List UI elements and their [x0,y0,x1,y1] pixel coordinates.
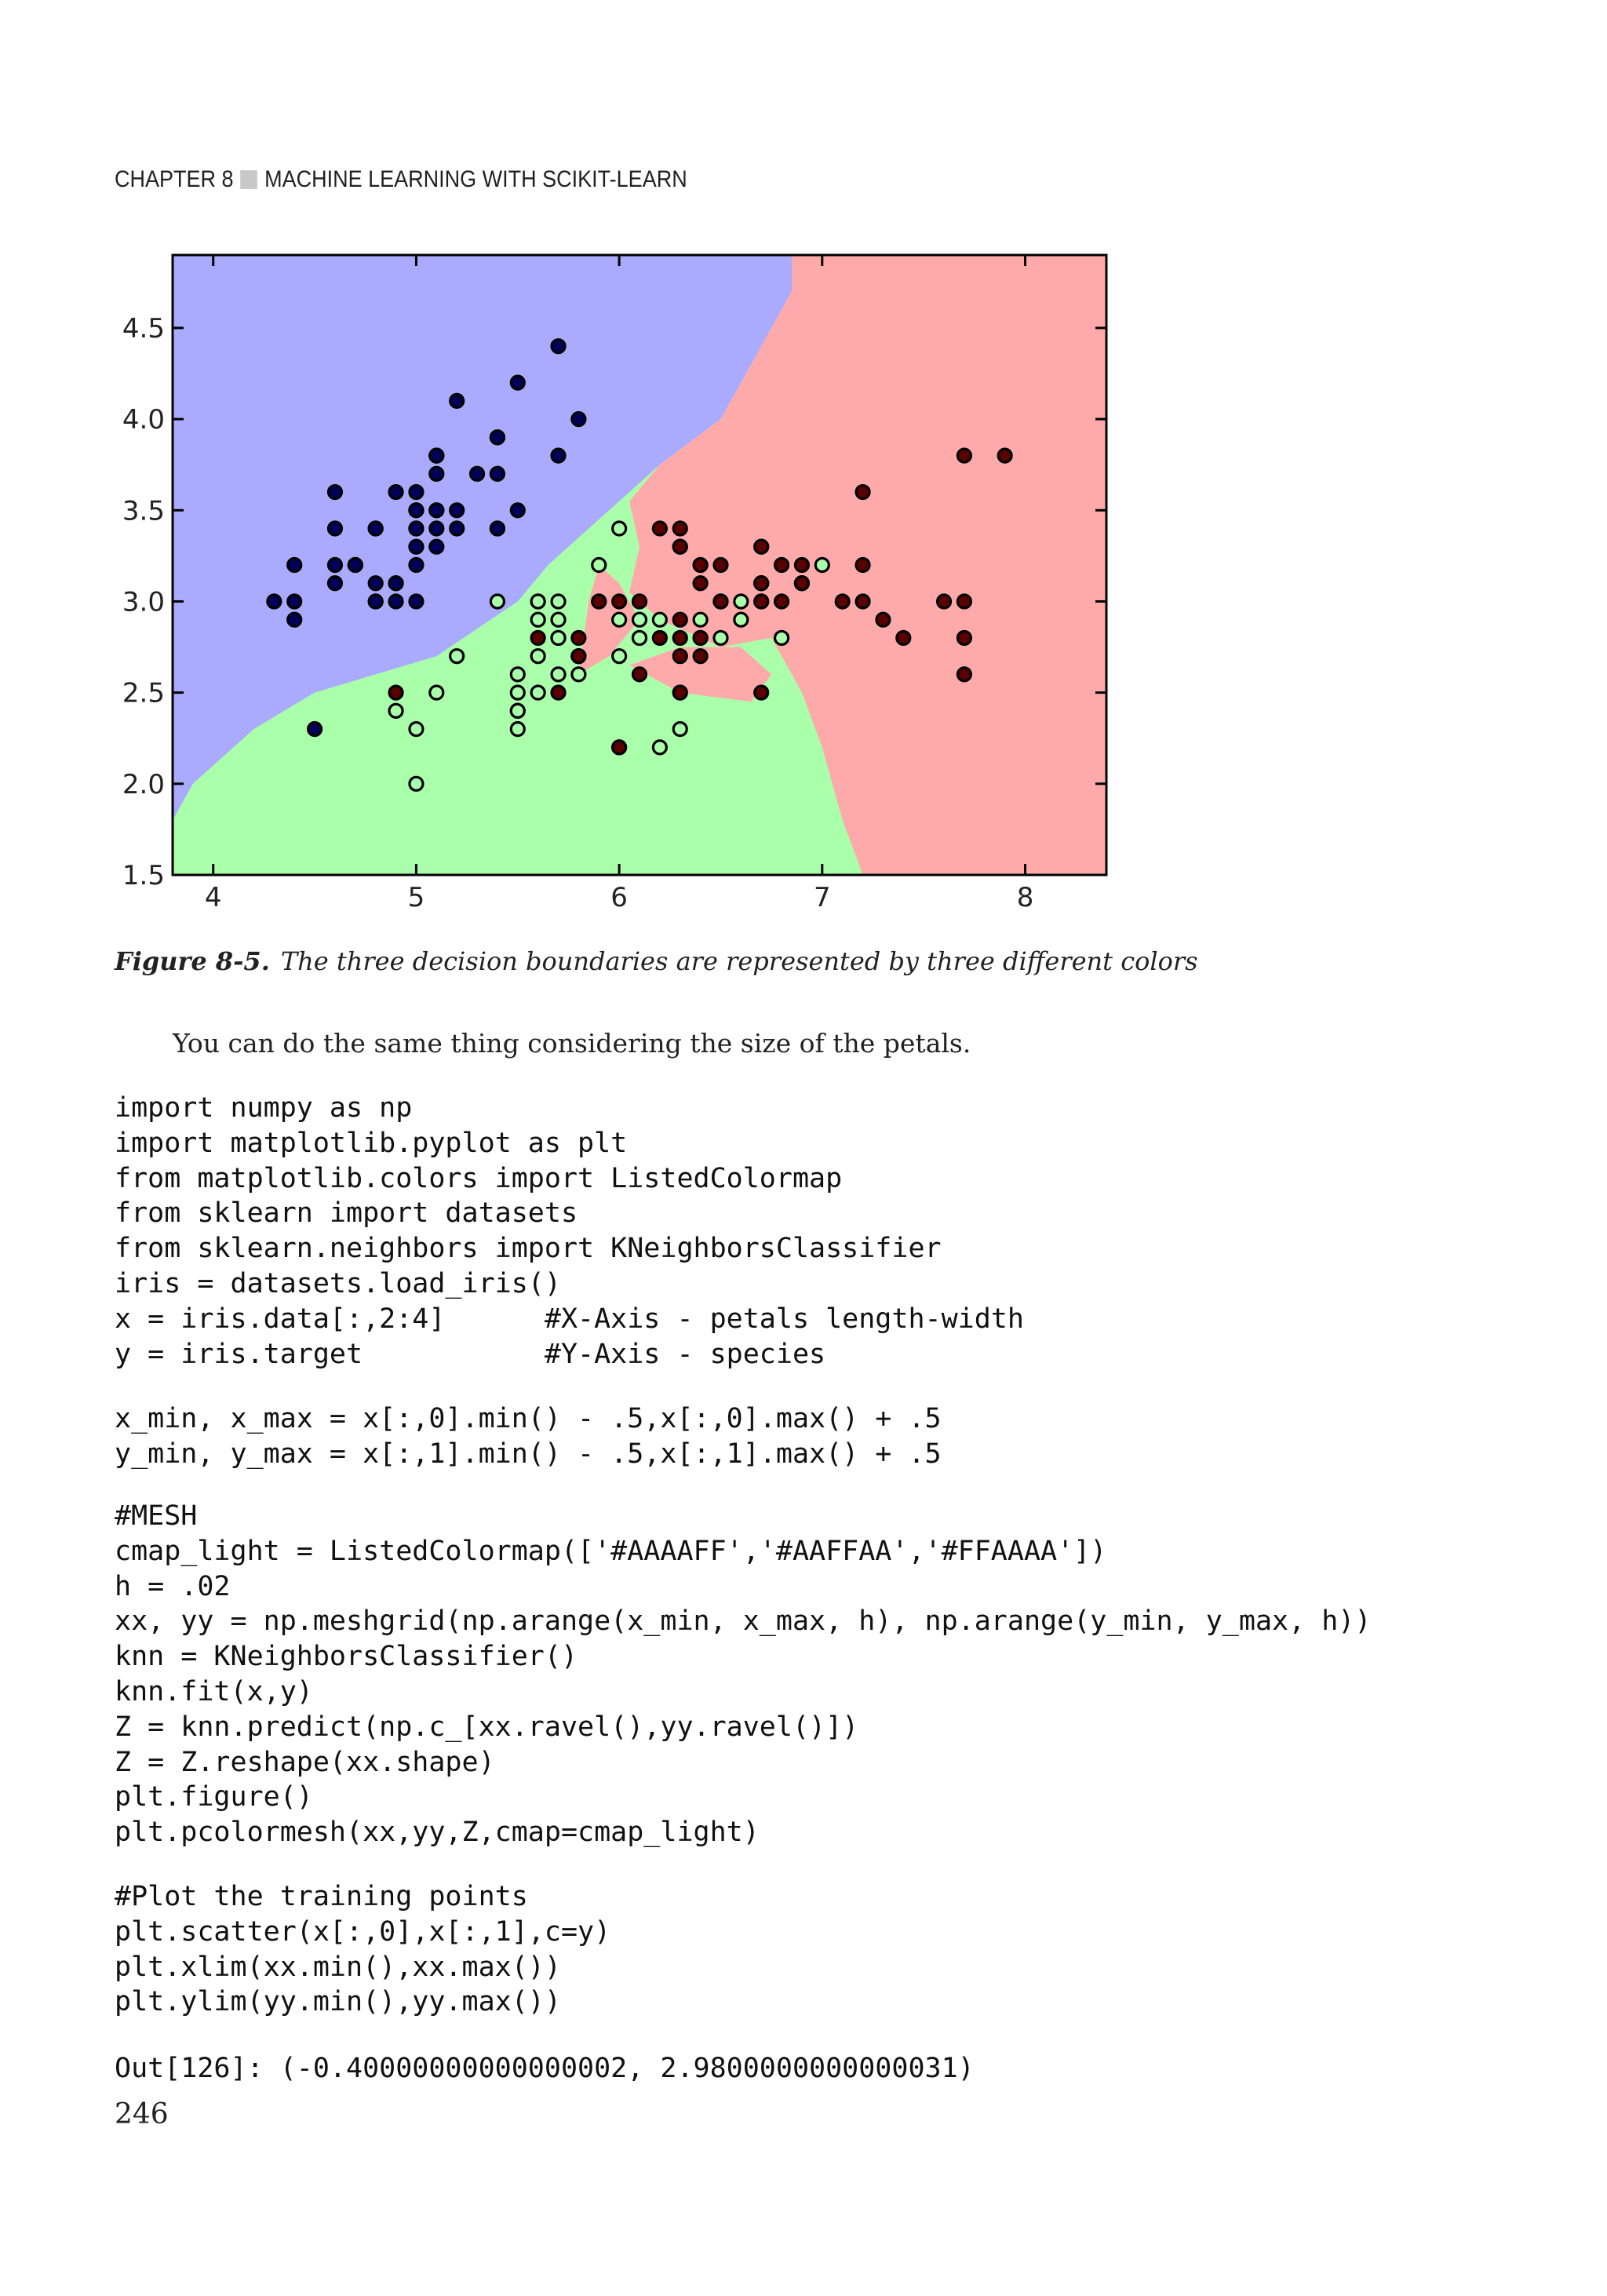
data-point-class-1 [815,559,829,572]
data-point-class-1 [511,686,524,699]
data-point-class-2 [673,686,687,699]
data-point-class-2 [957,449,971,462]
data-point-class-1 [633,631,647,644]
code-block-output: Out[126]: (-0.40000000000000002, 2.9800000000000031) [115,2053,975,2084]
data-point-class-1 [389,704,403,717]
data-point-class-0 [308,723,322,736]
data-point-class-0 [430,504,443,517]
data-point-class-2 [957,668,971,681]
data-point-class-0 [348,559,362,572]
data-point-class-2 [694,631,707,644]
data-point-class-0 [511,376,524,389]
data-point-class-2 [633,668,647,681]
data-point-class-2 [673,631,687,644]
chapter-title: MACHINE LEARNING WITH SCIKIT-LEARN [264,166,687,192]
data-point-class-2 [755,595,768,608]
data-point-class-1 [592,559,606,572]
data-point-class-2 [755,577,768,590]
data-point-class-2 [775,595,789,608]
data-point-class-0 [490,467,504,480]
data-point-class-0 [511,504,524,517]
data-point-class-1 [613,613,626,626]
data-point-class-2 [775,559,789,572]
y-tick-label: 2.5 [122,677,165,709]
code-block-bounds: x_min, x_max = x[:,0].min() - .5,x[:,0].max() + .5 y_min, y_max = x[:,1].min() - .5,x[:,1].max() + .5 [115,1403,942,1470]
data-point-class-0 [430,540,443,553]
data-point-class-0 [572,413,585,426]
data-point-class-0 [389,486,403,499]
data-point-class-0 [410,486,423,499]
data-point-class-1 [511,723,524,736]
data-point-class-2 [694,577,707,590]
data-point-class-0 [328,486,341,499]
data-point-class-0 [389,595,403,608]
data-point-class-0 [552,449,565,462]
data-point-class-0 [430,522,443,535]
data-point-class-0 [450,394,464,407]
data-point-class-1 [653,741,666,754]
data-point-class-2 [389,686,403,699]
figure-caption-text: The three decision boundaries are represented by three different colors [280,946,1198,976]
data-point-class-1 [734,595,748,608]
data-point-class-0 [552,340,565,353]
data-point-class-1 [531,595,545,608]
data-point-class-0 [410,504,423,517]
data-point-class-0 [410,559,423,572]
running-header [115,166,687,193]
data-point-class-0 [430,449,443,462]
x-tick-label: 8 [1016,882,1034,913]
data-point-class-0 [328,577,341,590]
data-point-class-1 [613,522,626,535]
data-point-class-2 [673,540,687,553]
data-point-class-1 [410,777,423,790]
data-point-class-0 [288,559,301,572]
decision-boundary-chart [110,243,1122,934]
data-point-class-0 [450,522,464,535]
data-point-class-1 [714,631,727,644]
data-point-class-2 [856,486,869,499]
data-point-class-0 [450,504,464,517]
data-point-class-2 [795,559,808,572]
data-point-class-2 [836,595,849,608]
data-point-class-1 [673,723,687,736]
data-point-class-1 [490,595,504,608]
data-point-class-1 [552,668,565,681]
data-point-class-2 [633,595,647,608]
data-point-class-1 [511,704,524,717]
code-block-mesh: #MESH cmap_light = ListedColormap(['#AAAAFF','#AAFFAA','#FFAAAA']) h = .02 xx, yy = np.meshgrid(np.arange(x_min, x_max, h), np.arange(y_min, y_max, h)) knn = KNeighborsClassifier() knn.fit(x,y) Z = knn.predict(np.c_[xx.ravel(),yy.ravel()]) Z = Z.reshape(xx.shape) plt.figure() plt.pcolormesh(xx,yy,Z,cmap=cmap_light) [115,1500,1372,1849]
data-point-class-2 [998,449,1011,462]
data-point-class-0 [471,467,484,480]
header-separator-square [241,170,258,189]
data-point-class-0 [369,595,382,608]
data-point-class-0 [410,540,423,553]
data-point-class-1 [775,631,789,644]
data-point-class-0 [410,522,423,535]
data-point-class-2 [897,631,910,644]
data-point-class-2 [856,559,869,572]
data-point-class-2 [957,595,971,608]
y-tick-label: 4.5 [122,312,165,344]
page-number: 246 [115,2098,169,2130]
data-point-class-2 [592,595,606,608]
y-tick-label: 2.0 [122,768,165,800]
data-point-class-2 [673,522,687,535]
data-point-class-1 [511,668,524,681]
data-point-class-1 [552,613,565,626]
data-point-class-0 [490,522,504,535]
data-point-class-2 [714,559,727,572]
data-point-class-2 [531,631,545,644]
data-point-class-2 [673,613,687,626]
data-point-class-2 [755,686,768,699]
data-point-class-1 [531,650,545,663]
data-point-class-1 [572,668,585,681]
data-point-class-2 [673,650,687,663]
data-point-class-1 [410,723,423,736]
data-point-class-1 [694,613,707,626]
code-block-plot: #Plot the training points plt.scatter(x[:,0],x[:,1],c=y) plt.xlim(xx.min(),xx.max()) plt.ylim(yy.min(),yy.max()) [115,1881,611,2018]
data-point-class-0 [369,522,382,535]
y-tick-label: 3.0 [122,586,165,618]
figure-label: Figure 8-5. [115,946,270,976]
data-point-class-0 [369,577,382,590]
y-tick-label: 4.0 [122,404,165,436]
data-point-class-1 [531,686,545,699]
x-tick-label: 7 [814,882,831,913]
data-point-class-2 [694,559,707,572]
data-point-class-1 [531,613,545,626]
data-point-class-1 [430,686,443,699]
data-point-class-0 [410,595,423,608]
data-point-class-1 [653,613,666,626]
data-point-class-1 [552,631,565,644]
data-point-class-2 [653,522,666,535]
data-point-class-2 [613,741,626,754]
data-point-class-1 [613,650,626,663]
data-point-class-2 [876,613,890,626]
data-point-class-2 [572,631,585,644]
data-point-class-1 [734,613,748,626]
data-point-class-2 [938,595,951,608]
data-point-class-0 [490,431,504,444]
data-point-class-1 [552,595,565,608]
data-point-class-0 [430,467,443,480]
data-point-class-1 [450,650,464,663]
body-paragraph: You can do the same thing considering the size of the petals. [173,1028,971,1059]
data-point-class-2 [795,577,808,590]
data-point-class-2 [714,595,727,608]
data-point-class-0 [328,522,341,535]
chapter-label: CHAPTER 8 [115,166,234,192]
y-tick-label: 1.5 [122,860,165,891]
data-point-class-2 [957,631,971,644]
data-point-class-0 [288,595,301,608]
data-point-class-0 [328,559,341,572]
data-point-class-1 [633,613,647,626]
x-tick-label: 4 [204,882,222,913]
data-point-class-2 [856,595,869,608]
code-block-imports: import numpy as np import matplotlib.pyplot as plt from matplotlib.colors import ListedColormap from sklearn import datasets from sklearn.neighbors import KNeighborsClassifier iris = datasets.load_iris() x = iris.data[:,2:4] #X-Axis - petals length-width y = iris.target #Y-Axis - species [115,1092,1024,1370]
data-point-class-2 [613,595,626,608]
data-point-class-0 [389,577,403,590]
data-point-class-0 [288,613,301,626]
data-point-class-2 [572,650,585,663]
data-point-class-2 [653,631,666,644]
data-point-class-0 [268,595,281,608]
x-tick-label: 5 [407,882,425,913]
data-point-class-2 [552,686,565,699]
x-tick-label: 6 [610,882,628,913]
data-point-class-2 [755,540,768,553]
y-tick-label: 3.5 [122,495,165,527]
figure-caption [115,946,1198,976]
data-point-class-2 [694,650,707,663]
